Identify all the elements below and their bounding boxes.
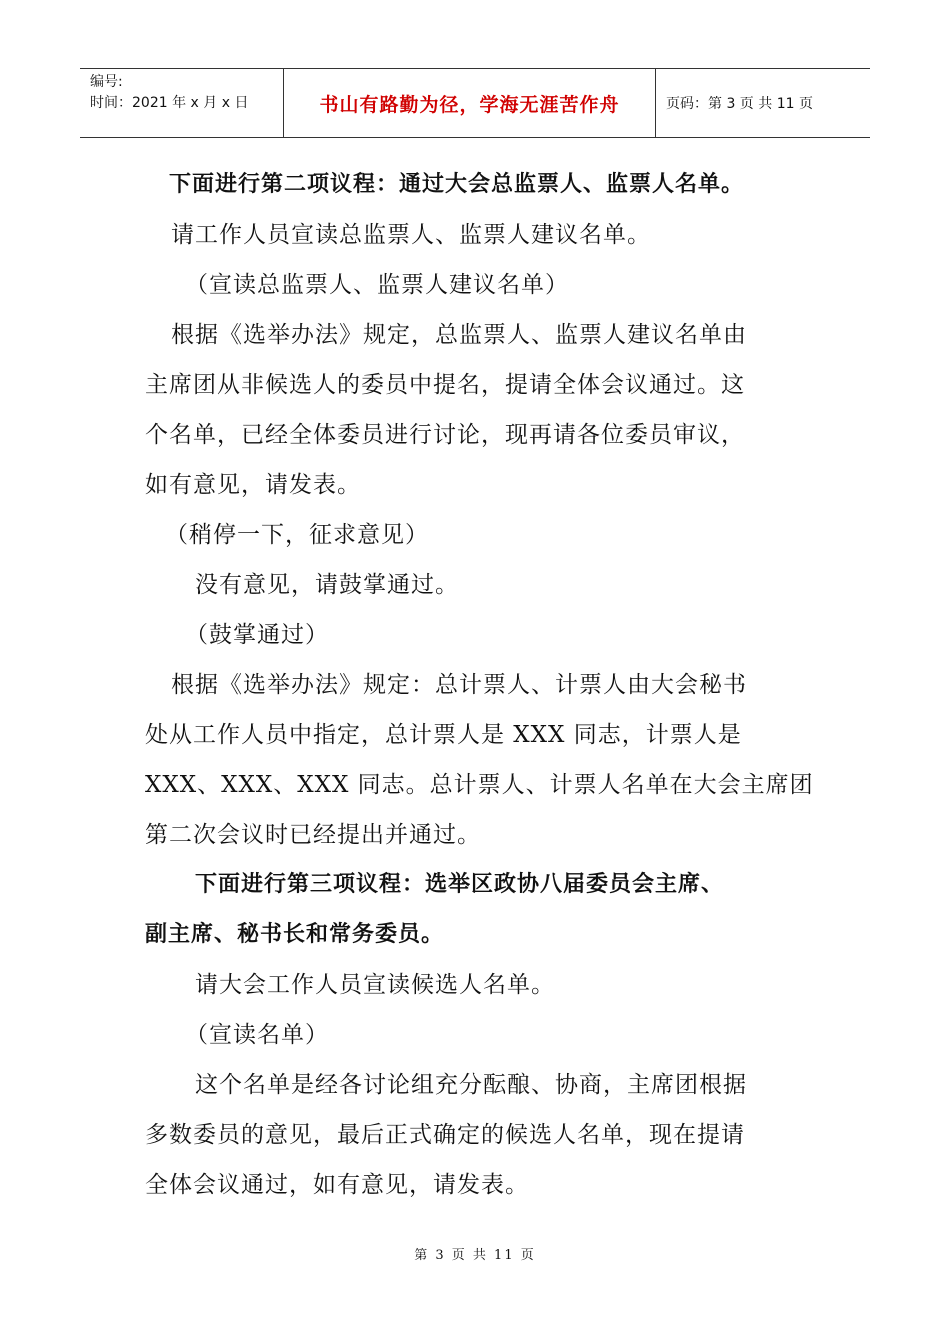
paragraph-line: 主席团从非候选人的委员中提名，提请全体会议通过。这 bbox=[145, 372, 745, 398]
header-table bbox=[80, 68, 870, 138]
paragraph-line: （鼓掌通过） bbox=[185, 622, 329, 648]
page-footer: 第 3 页 共 11 页 bbox=[414, 1248, 536, 1263]
document-time-label: 时间：2021 年 x 月 x 日 bbox=[90, 95, 249, 111]
paragraph-line: 这个名单是经各讨论组充分酝酿、协商，主席团根据 bbox=[195, 1072, 747, 1098]
header-page-cell bbox=[656, 69, 870, 137]
paragraph-line: （宣读总监票人、监票人建议名单） bbox=[185, 272, 569, 298]
paragraph-line: 个名单，已经全体委员进行讨论，现再请各位委员审议， bbox=[145, 422, 745, 448]
header-page-label: 页码：第 3 页 共 11 页 bbox=[666, 96, 813, 112]
paragraph-line: 根据《选举办法》规定，总监票人、监票人建议名单由 bbox=[171, 322, 747, 348]
paragraph-line: 请大会工作人员宣读候选人名单。 bbox=[195, 972, 555, 998]
header-left-cell bbox=[80, 69, 283, 137]
paragraph-line: 根据《选举办法》规定：总计票人、计票人由大会秘书 bbox=[171, 672, 747, 698]
paragraph-line: 处从工作人员中指定，总计票人是 XXX 同志，计票人是 bbox=[145, 722, 742, 748]
paragraph-line: 请工作人员宣读总监票人、监票人建议名单。 bbox=[171, 222, 651, 248]
paragraph-line: （宣读名单） bbox=[185, 1022, 329, 1048]
document-number-label: 编号: bbox=[90, 74, 123, 90]
paragraph-line: 第二次会议时已经提出并通过。 bbox=[145, 822, 481, 848]
paragraph-line: XXX、XXX、XXX 同志。总计票人、计票人名单在大会主席团 bbox=[145, 772, 814, 798]
agenda-heading-line: 下面进行第三项议程：选举区政协八届委员会主席、 bbox=[195, 872, 725, 897]
document-body bbox=[145, 160, 815, 1210]
paragraph-line: （稍停一下，征求意见） bbox=[165, 522, 429, 548]
paragraph-line: 如有意见，请发表。 bbox=[145, 472, 361, 498]
agenda-heading-line: 下面进行第二项议程：通过大会总监票人、监票人名单。 bbox=[169, 172, 745, 197]
paragraph-line: 多数委员的意见，最后正式确定的候选人名单，现在提请 bbox=[145, 1122, 745, 1148]
paragraph-line: 没有意见，请鼓掌通过。 bbox=[195, 572, 459, 598]
header-motto-cell bbox=[283, 69, 656, 137]
agenda-heading-line: 副主席、秘书长和常务委员。 bbox=[145, 922, 445, 947]
header-motto: 书山有路勤为径，学海无涯苦作舟 bbox=[319, 93, 620, 116]
paragraph-line: 全体会议通过，如有意见，请发表。 bbox=[145, 1172, 529, 1198]
